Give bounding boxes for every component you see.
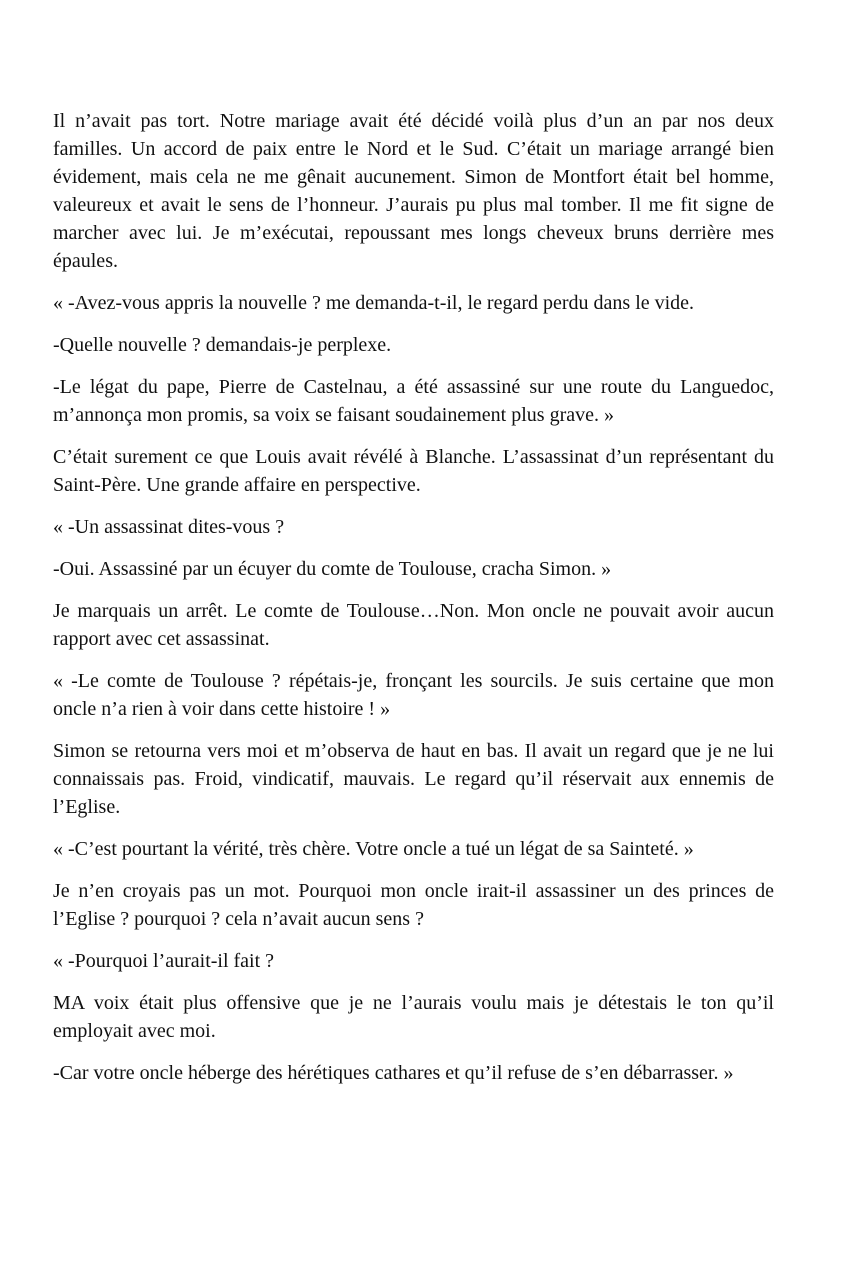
paragraph-10: Simon se retourna vers moi et m’observa de haut en bas. Il avait un regard que je ne lui connaissais pas. Froid, vindicatif, mauvais. Le regard qu’il réservait aux ennemis de l’Eglise. — [53, 740, 774, 818]
paragraph-11: « -C’est pourtant la vérité, très chère. Votre oncle a tué un légat de sa Sainteté. » — [53, 838, 694, 860]
paragraph-3: -Quelle nouvelle ? demandais-je perplexe. — [53, 334, 392, 356]
paragraph-7: -Oui. Assassiné par un écuyer du comte de Toulouse, cracha Simon. » — [53, 558, 612, 580]
paragraph-12: Je n’en croyais pas un mot. Pourquoi mon oncle irait-il assassiner un des princes de l’Eglise ? pourquoi ? cela n’avait aucun sens ? — [53, 880, 774, 930]
paragraph-2: « -Avez-vous appris la nouvelle ? me demanda-t-il, le regard perdu dans le vide. — [53, 292, 695, 314]
paragraph-13: « -Pourquoi l’aurait-il fait ? — [53, 950, 275, 972]
paragraph-9: « -Le comte de Toulouse ? répétais-je, fronçant les sourcils. Je suis certaine que mon oncle n’a rien à voir dans cette histoire ! » — [53, 670, 774, 720]
paragraph-6: « -Un assassinat dites-vous ? — [53, 516, 285, 538]
paragraph-15: -Car votre oncle héberge des hérétiques cathares et qu’il refuse de s’en débarrasser. » — [53, 1062, 734, 1084]
paragraph-8: Je marquais un arrêt. Le comte de Toulouse…Non. Mon oncle ne pouvait avoir aucun rapport avec cet assassinat. — [53, 600, 774, 650]
paragraph-4: -Le légat du pape, Pierre de Castelnau, a été assassiné sur une route du Languedoc, m’annonça mon promis, sa voix se faisant soudainement plus grave. » — [53, 376, 774, 426]
document-page — [53, 107, 774, 1101]
paragraph-1: Il n’avait pas tort. Notre mariage avait été décidé voilà plus d’un an par nos deux familles. Un accord de paix entre le Nord et le Sud. C’était un mariage arrangé bien évidement, mais cela ne me gênait aucunement. Simon de Montfort était bel homme, valeureux et avait le sens de l’honneur. J’aurais pu plus mal tomber. Il me fit signe de marcher avec lui. Je m’exécutai, repoussant mes longs cheveux bruns derrière mes épaules. — [53, 110, 774, 272]
paragraph-14: MA voix était plus offensive que je ne l’aurais voulu mais je détestais le ton qu’il employait avec moi. — [53, 992, 774, 1042]
paragraph-5: C’était surement ce que Louis avait révélé à Blanche. L’assassinat d’un représentant du Saint-Père. Une grande affaire en perspective. — [53, 446, 774, 496]
